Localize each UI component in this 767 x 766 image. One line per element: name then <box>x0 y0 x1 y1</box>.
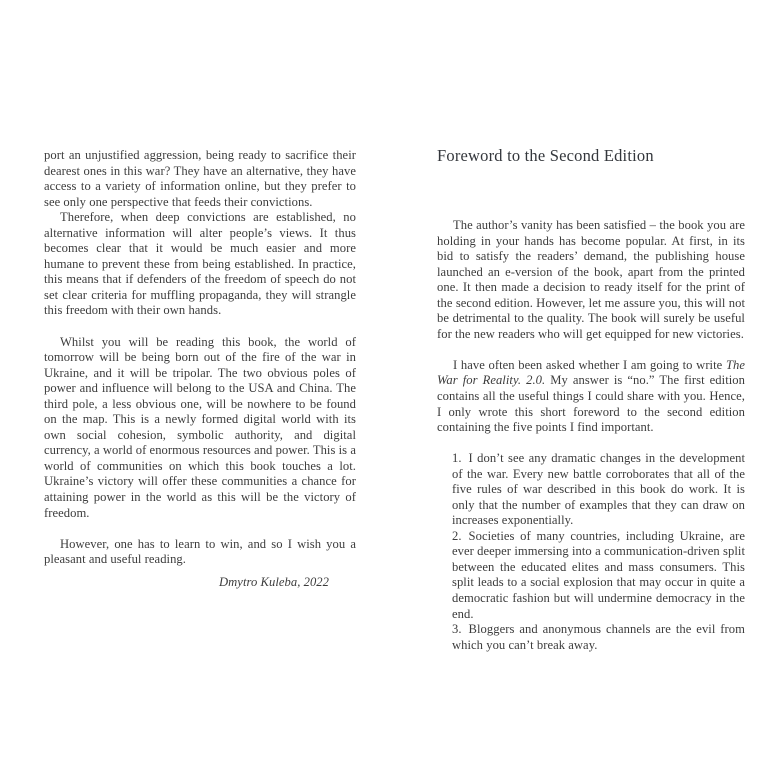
numbered-list-item <box>452 529 745 622</box>
item-text: Societies of many countries, including Ukraine, are ever deeper immersing into a communication-driven split between the educated elites and mass consumers. This split leads to a social explosion that may occur in quite a democratic fashion but will undermine democracy in the end. <box>452 528 745 621</box>
paragraph-text: My answer is “no.” The first edition contains all the useful things I could share with you. Hence, I only wrote this short foreword to the second edition containing the five points I find important. <box>437 373 745 435</box>
item-text: Bloggers and anonymous channels are the evil from which you can’t break away. <box>452 622 745 652</box>
author-signature: Dmytro Kuleba, 2022 <box>219 574 329 589</box>
right-page <box>437 146 745 653</box>
book-title-reference: The War for Reality. 2.0. <box>437 357 745 388</box>
paragraph: The author’s vanity has been satisfied – the book you are holding in your hands has become popular. At first, in its bid to satisfy the readers’ demand, the publishing house launched an e-version of the book, apart from the printed one. It then made a decision to ready itself for the print of the second edition. However, let me assure you, this will not be detrimental to the quality. The book will surely be useful for the new readers who will get equipped for new victories. <box>437 218 745 341</box>
numbered-list-item <box>452 451 745 529</box>
paragraph <box>437 358 745 436</box>
paragraph-continuation: port an unjustified aggression, being ready to sacrifice their dearest ones in this war? They have an alternative, they have access to a variety of information online, but they prefer to see only one perspective that feeds their convictions. <box>44 148 356 209</box>
item-number: 1. <box>452 451 462 466</box>
item-number: 2. <box>452 528 462 543</box>
paragraph-text: I have often been asked whether I am going to write <box>453 357 726 372</box>
chapter-title: Foreword to the Second Edition <box>437 146 654 165</box>
item-text: I don’t see any dramatic changes in the development of the war. Every new battle corroborates that all of the five rules of war described in this book do work. It is only that the number of examples that they can draw on increases exponentially. <box>452 451 745 528</box>
item-number: 3. <box>452 622 462 637</box>
numbered-list <box>452 451 745 653</box>
paragraph: However, one has to learn to win, and so I wish you a pleasant and useful reading. <box>44 536 356 567</box>
paragraph: Therefore, when deep convictions are established, no alternative information will alter people’s views. It thus becomes clear that it would be much easier and more humane to prevent these from being established. In practice, this means that if defenders of the freedom of speech do not set clear criteria for muffling propaganda, they will strangle this freedom with their own hands. <box>44 210 356 318</box>
left-page <box>44 148 356 590</box>
paragraph: Whilst you will be reading this book, the world of tomorrow will be being born out of the fire of the war in Ukraine, and it will be tripolar. The two obvious poles of power and influence will belong to the USA and China. The third pole, a less obvious one, will be nowhere to be found on the map. This is a newly formed digital world with its own social cohesion, symbolic authority, and digital currency, a world of enormous resources and power. This is a world of communities on which this book touches a lot. Ukraine’s victory will offer these communities a chance for attaining power in the world as this will be the victory of freedom. <box>44 334 356 520</box>
numbered-list-item <box>452 622 745 653</box>
